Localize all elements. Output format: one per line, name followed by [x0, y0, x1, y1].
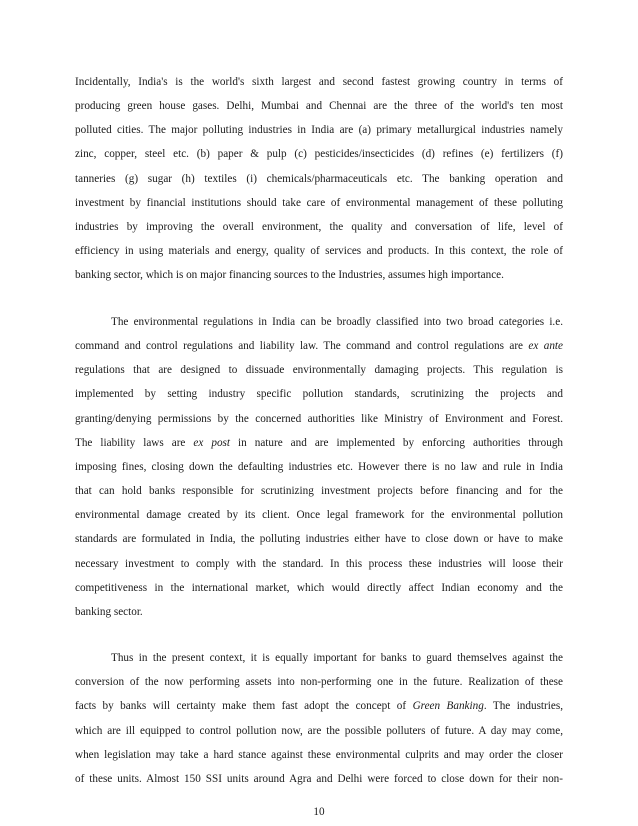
- text-line: polluted cities. The major polluting industries in India are (a) primary metallurgical industries namely: [75, 124, 563, 137]
- text-line: competitiveness in the international market, which would directly affect Indian economy and the: [75, 581, 563, 594]
- text-line: [75, 436, 563, 450]
- text-line: Thus in the present context, it is equally important for banks to guard themselves against the: [111, 652, 563, 664]
- text-line: that can hold banks responsible for scrutinizing investment projects before financing and for the: [75, 485, 563, 497]
- text-segment: . The industries,: [483, 700, 563, 713]
- text-line: Incidentally, India's is the world's sixth largest and second fastest growing country in terms of: [75, 76, 563, 88]
- text-segment: The liability laws are: [75, 436, 186, 449]
- text-line: tanneries (g) sugar (h) textiles (i) chemicals/pharmaceuticals etc. The banking operation and: [75, 172, 563, 185]
- text-line: necessary investment to comply with the standard. In this process these industries will loose their: [75, 557, 563, 570]
- text-line: investment by financial institutions should take care of environmental management of these polluting: [75, 196, 563, 209]
- text-line: conversion of the now performing assets into non-performing one in the future. Realization of these: [75, 676, 563, 689]
- text-line: imposing fines, closing down the defaulting industries etc. However there is no law and rule in India: [75, 460, 563, 473]
- text-line: [75, 339, 563, 353]
- italic-term: ex post: [193, 436, 230, 449]
- text-segment: in nature and are implemented by enforcing authorities through: [238, 436, 564, 449]
- text-line: banking sector, which is on major financing sources to the Industries, assumes high importance.: [75, 269, 504, 282]
- text-line: The environmental regulations in India can be broadly classified into two broad categories i.e.: [111, 316, 563, 328]
- text-line: [75, 699, 563, 713]
- text-segment: command and control regulations and liability law. The command and control regulations are: [75, 340, 524, 353]
- text-line: when legislation may take a hard stance against these environmental culprits and may order the closer: [75, 748, 563, 761]
- text-line: producing green house gases. Delhi, Mumbai and Chennai are the three of the world's ten most: [75, 100, 563, 113]
- text-line: zinc, copper, steel etc. (b) paper & pulp (c) pesticides/insecticides (d) refines (e) fertilizers (f): [75, 148, 563, 161]
- page-number: 10: [313, 806, 325, 818]
- text-line: efficiency in using materials and energy, quality of services and products. In this context, the role of: [75, 245, 563, 257]
- text-line: of these units. Almost 150 SSI units around Agra and Delhi were forced to close down for their non-: [75, 772, 563, 785]
- italic-term: ex ante: [528, 340, 563, 353]
- text-line: granting/denying permissions by the concerned authorities like Ministry of Environment and Forest.: [75, 412, 563, 425]
- text-line: standards are formulated in India, the polluting industries either have to close down or have to make: [75, 533, 563, 546]
- text-line: which are ill equipped to control pollution now, are the possible polluters of future. A day may come,: [75, 724, 563, 737]
- text-segment: facts by banks will certainty make them fast adopt the concept of: [75, 700, 407, 713]
- text-line: implemented by setting industry specific pollution standards, scrutinizing the projects and: [75, 388, 563, 401]
- italic-term: Green Banking: [412, 700, 484, 713]
- text-line: regulations that are designed to dissuade environmentally damaging projects. This regulation is: [75, 364, 563, 377]
- text-line: environmental damage created by its client. Once legal framework for the environmental pollution: [75, 509, 563, 522]
- text-line: banking sector.: [75, 605, 143, 618]
- text-line: industries by improving the overall environment, the quality and conversation of life, level of: [75, 220, 563, 233]
